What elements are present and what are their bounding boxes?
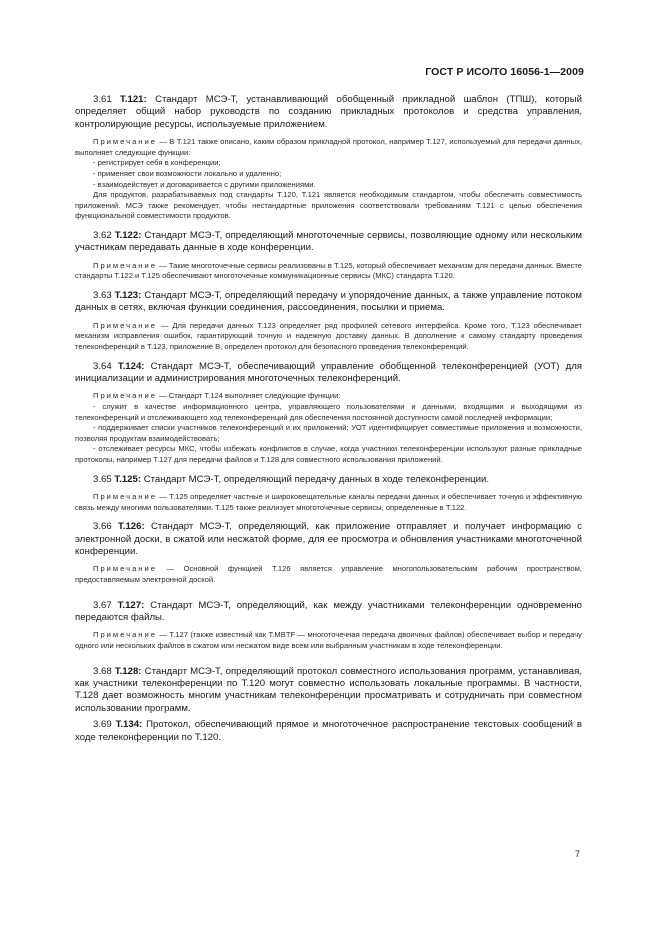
- list-item: - взаимодействует и договаривается с другими приложениями.: [93, 179, 316, 189]
- note-label: Примечание: [93, 491, 157, 501]
- list-item: - поддерживает списки участников телеконференций и их приложений; УОТ идентифицирует совместимые приложения и возможности, позволяя продуктам взаимодействовать;: [75, 423, 582, 443]
- list-item: - служит в качестве информационного центра, управляющего пользователями и данными, входящими и выходящими из телеконференций и отслеживающего ход телеконференций для обеспечения постоянной доступности самой последней информации;: [75, 401, 582, 422]
- note-label: Примечание: [93, 320, 157, 330]
- term-3-68: 3.68 T.128: Стандарт МСЭ-Т, определяющий протокол совместного использования программ, устанавливая, как участники телеконференции по Т.120 могут совместно использовать локальные программы. В частности, Т.128 дает возможность многим участникам телеконференции просматривать и сотрудничать при совместном использовании программ.: [75, 665, 582, 714]
- note-3-62: Примечание — Такие многоточечные сервисы реализованы в Т.125, который обеспечивает механизм для передачи данных. Вместе стандарты Т.122 и Т.125 обеспечивают многоточечные коммуникационные сервисы (МКС) стандарта Т.120.: [75, 260, 582, 281]
- term-3-61: 3.61 T.121: Стандарт МСЭ-Т, устанавливающий обобщенный прикладной шаблон (ТПШ), который определяет общий набор руководств по созданию прикладных протоколов и средства управления, контролирующие ресурсы, используемые приложением.: [75, 94, 582, 130]
- standard-header: ГОСТ Р ИСО/ТО 16056-1—2009: [425, 66, 584, 78]
- term-label: T.125:: [114, 473, 142, 485]
- note-3-65: Примечание — Т.125 определяет частные и широковещательные каналы передачи данных и обеспечивает точную и эффективную связь между многими пользователями. Т.125 также реализует многоточечные сервисы, определенные в Т.122.: [75, 491, 582, 512]
- note-3-61: Примечание — В Т.121 также описано, каким образом прикладной протокол, например Т.127, используемый для передачи данных, выполняет следующие функции:: [75, 137, 582, 157]
- note-3-66: Примечание — Основной функцией Т.126 является управление многопользовательским рабочим пространством, предоставляемым электронной доской.: [75, 564, 582, 584]
- term-3-63: 3.63 T.123: Стандарт МСЭ-Т, определяющий передачу и упорядочение данных, а также управление потоком данных в сетях, включая функции соединения, рассоединения, посылки и приема.: [75, 289, 583, 314]
- term-label: T.134:: [115, 719, 143, 731]
- term-label: T.126:: [118, 521, 145, 533]
- note-label: Примечание: [93, 630, 157, 640]
- note-3-64: Примечание — Стандарт Т.124 выполняет следующие функции:: [93, 391, 341, 401]
- term-3-65: 3.65 T.125: Стандарт МСЭ-Т, определяющий передачу данных в ходе телеконференции.: [93, 473, 490, 485]
- list-item: - регистрирует себя в конференции;: [93, 158, 221, 168]
- term-label: T.124:: [117, 360, 145, 372]
- term-label: T.127:: [117, 599, 145, 611]
- note-label: Примечание: [93, 137, 157, 147]
- note-label: Примечание: [93, 260, 157, 270]
- note-3-63: Примечание — Для передачи данных Т.123 определяет ряд профилей сетевого интерфейса. Кроме того, Т.123 обеспечивает механизм исправления ошибок, гарантирующий точную и надежную доставку данных. В дополнение к самому стандарту проведения телеконференций в Т.123, приложение В, определен протокол для безопасного проведения телеконференций.: [75, 320, 582, 351]
- term-label: T.121:: [120, 94, 147, 105]
- note-3-67: Примечание — Т.127 (также известный как T.MBTF — многоточечная передача двоичных файлов) обеспечивает выбор и передачу одного или нескольких файлов в сжатом или несжатом виде всем или выбранным участникам в ходе телеконференции.: [75, 630, 582, 650]
- list-item: - отслеживает ресурсы МКС, чтобы избежать конфликтов в случае, когда участники телеконференции используют разные прикладные протоколы, например Т.127 для передачи файлов и Т.128 для совместного использования приложений.: [75, 444, 582, 464]
- term-3-69: 3.69 T.134: Протокол, обеспечивающий прямое и многоточечное распространение текстовых сообщений в ходе телеконференции по Т.120.: [75, 719, 582, 743]
- term-label: T.123:: [114, 289, 142, 301]
- term-3-66: 3.66 T.126: Стандарт МСЭ-Т, определяющий, как приложение отправляет и получает информацию с электронной доски, в сжатой или несжатой форме, для ее просмотра и обновления участниками многоточечной конференции.: [75, 521, 583, 557]
- term-label: T.122:: [114, 229, 142, 241]
- term-3-67: 3.67 T.127: Стандарт МСЭ-Т, определяющий, как между участниками телеконференции одновременно передаются файлы.: [75, 599, 582, 623]
- term-3-62: 3.62 T.122: Стандарт МСЭ-Т, определяющий многоточечные сервисы, позволяющие одному или нескольким участникам передавать данные в ходе конференции.: [75, 229, 582, 254]
- term-3-64: 3.64 T.124: Стандарт МСЭ-Т, обеспечивающий управление обобщенной телеконференцией (УОТ) для инициализации и администрирования многоточечных телеконференций.: [75, 360, 582, 384]
- note-label: Примечание: [93, 564, 157, 574]
- list-item: - применяет свои возможности локально и удаленно;: [93, 169, 282, 178]
- term-label: T.128:: [114, 665, 142, 677]
- page-number: 7: [575, 849, 581, 859]
- note-3-61-tail: Для продуктов, разрабатываемых под стандарты Т.120, Т.121 является необходимым стандартом, чтобы обеспечить совместимость приложений. МСЭ также рекомендует, чтобы нестандартные приложения соответствовали требованиям Т.121 с целью обеспечения функциональной совместимости продуктов.: [75, 190, 582, 221]
- document-body: [75, 94, 582, 744]
- note-label: Примечание: [93, 391, 157, 401]
